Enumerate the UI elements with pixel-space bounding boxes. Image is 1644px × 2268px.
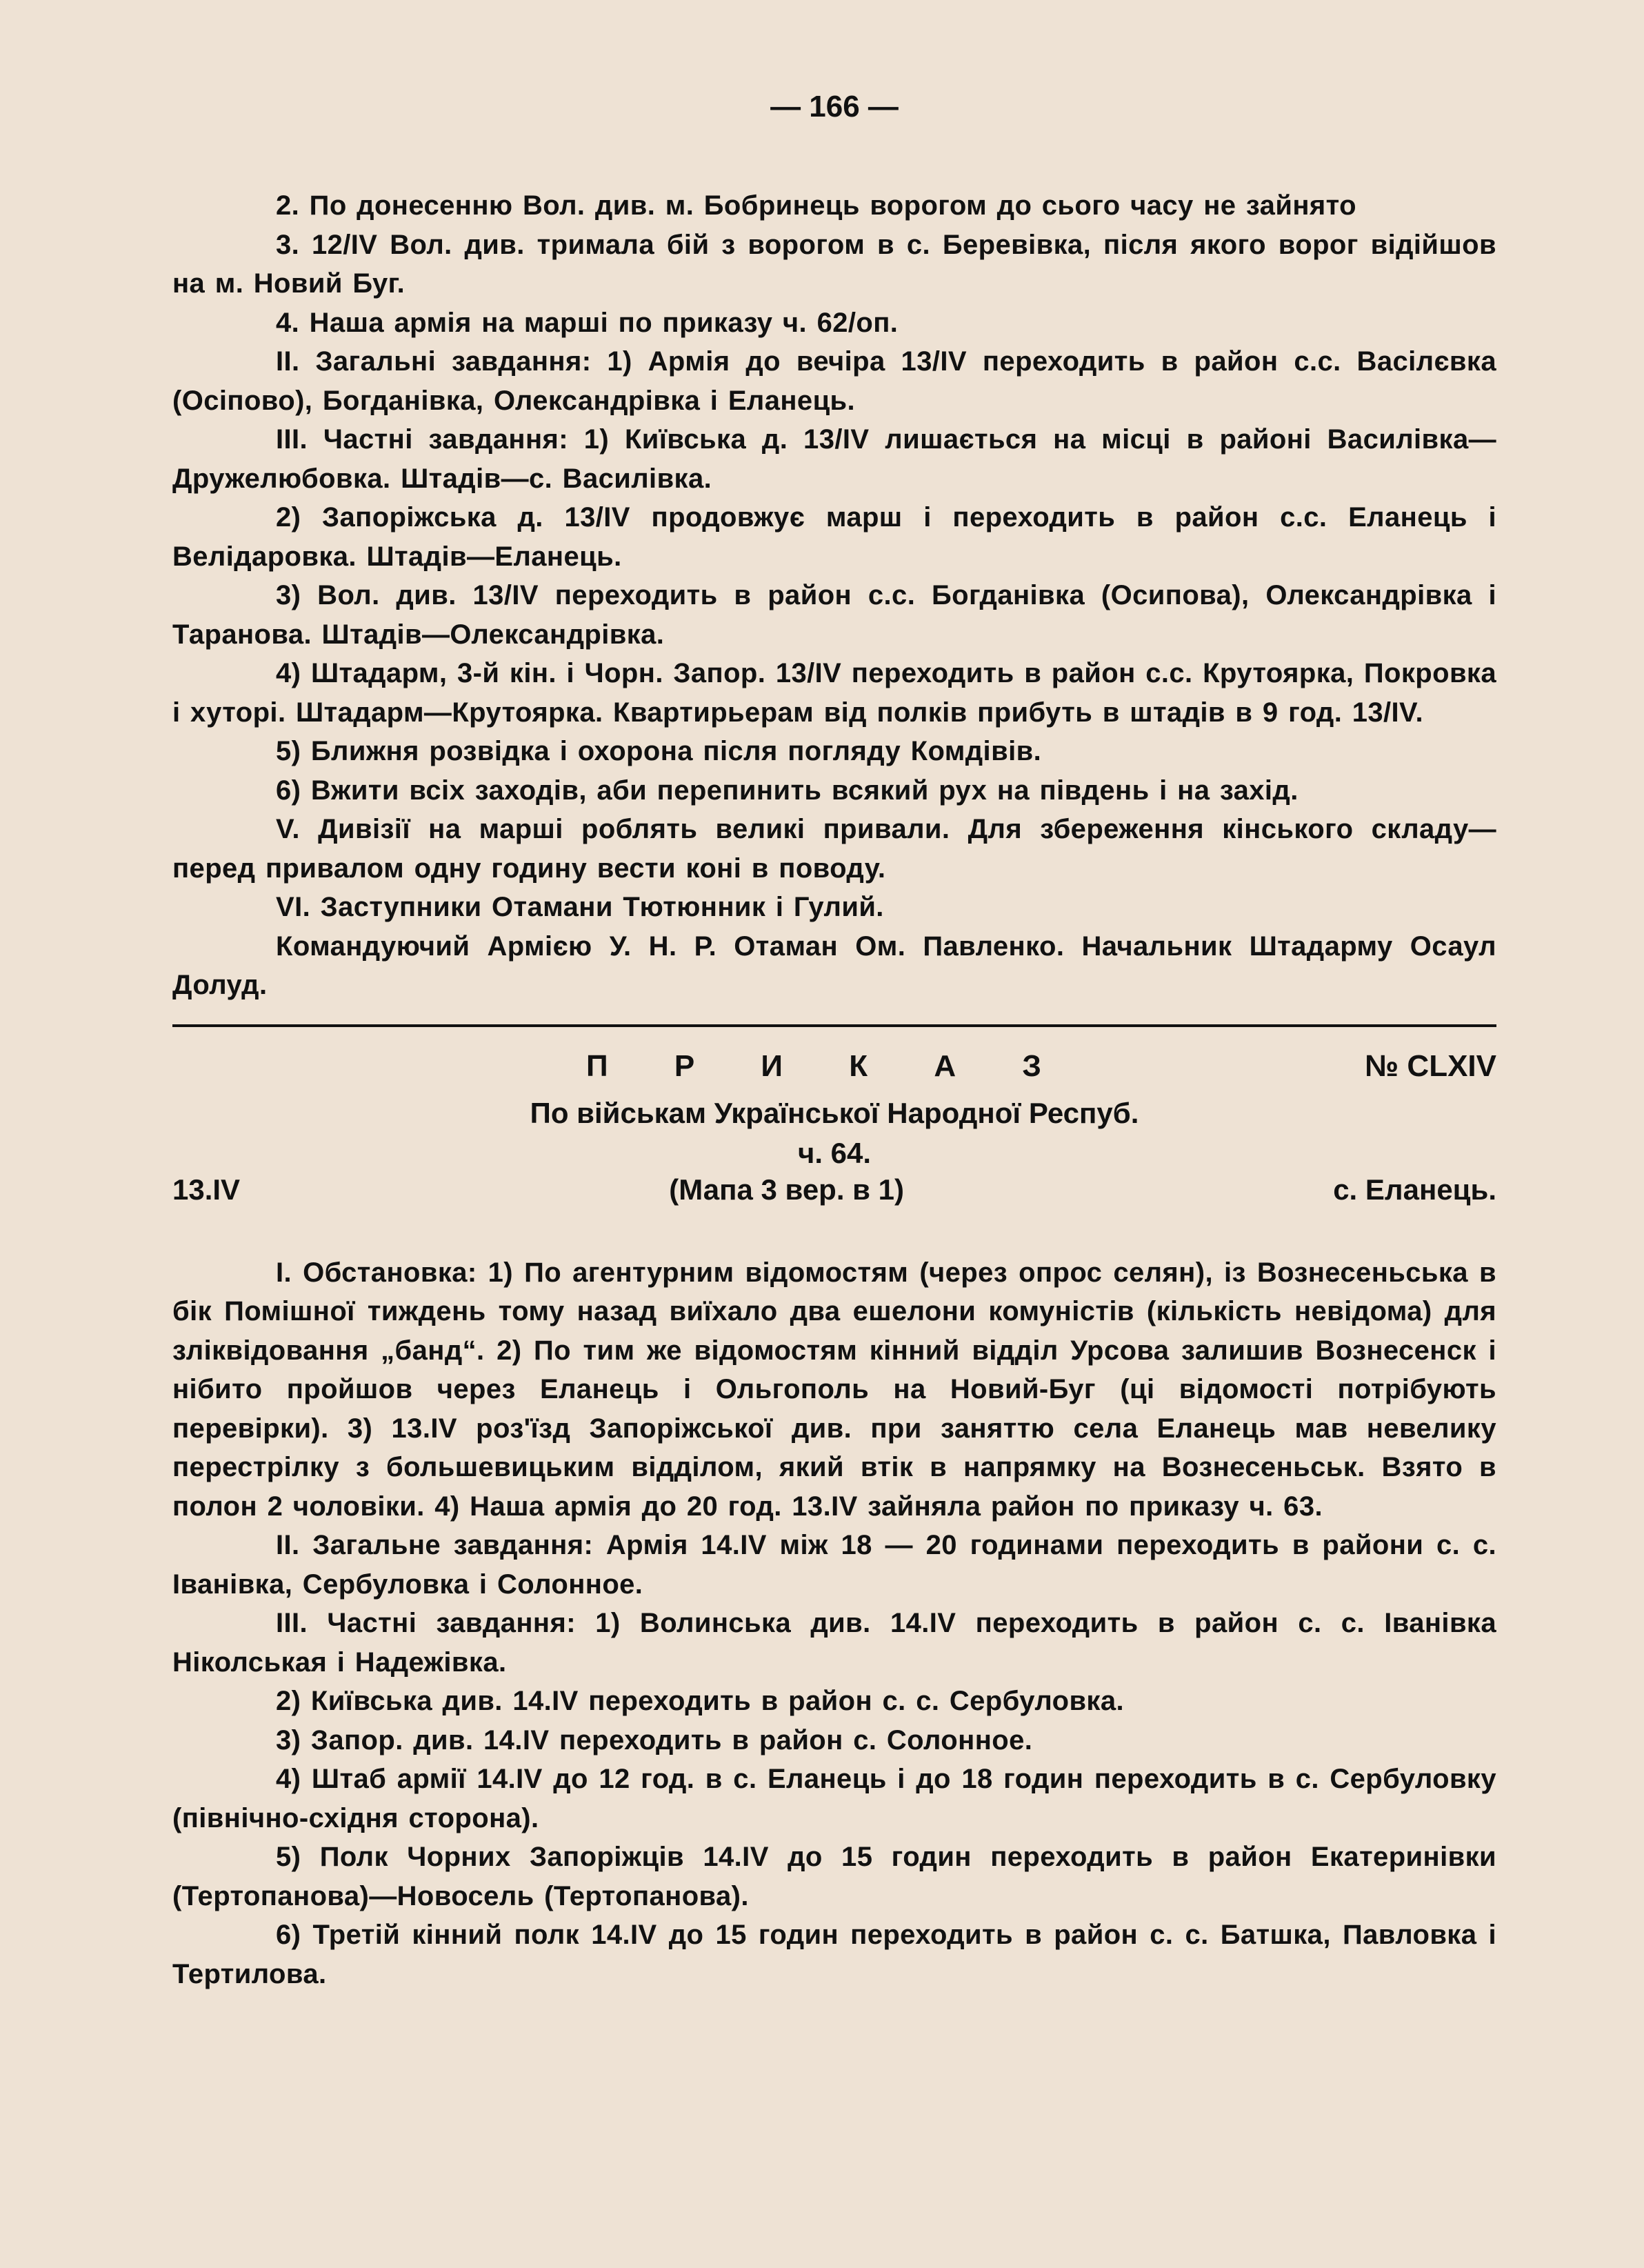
paragraph: 5) Ближня розвідка і охорона після погляду Комдівів.	[276, 736, 1042, 766]
paragraph: 2) Київська див. 14.IV переходить в район с. с. Сербуловка.	[276, 1686, 1125, 1716]
order-place: с. Еланець.	[1333, 1173, 1496, 1206]
paragraph: III. Частні завдання: 1) Волинська див. 14.IV переходить в район с. с. Іванівка Ніколськая і Надежівка.	[172, 1608, 1496, 1678]
paragraph: VI. Заступники Отамани Тютюнник і Гулий.	[276, 892, 884, 922]
paragraph: 2) Запоріжська д. 13/IV продовжує марш і переходить в район с.с. Еланець і Велідаровка. Штадів—Еланець.	[172, 502, 1496, 572]
paragraph: 4) Штаб армії 14.IV до 12 год. в с. Еланець і до 18 годин переходить в с. Сербуловку (північно-східня сторона).	[172, 1764, 1496, 1833]
paragraph: 5) Полк Чорних Запоріжців 14.IV до 15 годин переходить в район Екатеринівки (Тертопанова)—Новосель (Тертопанова).	[172, 1842, 1496, 1911]
section-current-order	[172, 1253, 1496, 1994]
paragraph: 6) Вжити всіх заходів, аби перепинить всякий рух на південь і на захід.	[276, 775, 1299, 806]
paragraph: II. Загальні завдання: 1) Армія до вечіра 13/IV переходить в район с.с. Васілєвка (Осіпово), Богданівка, Олександрівка і Еланець.	[172, 346, 1496, 416]
order-part: ч. 64.	[797, 1136, 872, 1169]
paragraph: 3) Запор. див. 14.IV переходить в район с. Солонное.	[276, 1724, 1033, 1755]
signature-paragraph: Командуючий Армією У. Н. Р. Отаман Ом. Павленко. Начальник Штадарму Осаул Долуд.	[172, 931, 1496, 1000]
paragraph: II. Загальне завдання: Армія 14.IV між 18 — 20 годинами переходить в райони с. с. Іванівка, Сербуловка і Солонное.	[172, 1530, 1496, 1600]
paragraph: 3) Вол. див. 13/IV переходить в район с.с. Богданівка (Осипова), Олександрівка і Таранова. Штадів—Олександрівка.	[172, 580, 1496, 650]
paragraph: III. Частні завдання: 1) Київська д. 13/IV лишається на місці в районі Василівка—Дружелюбовка. Штадів—с. Василівка.	[172, 424, 1496, 494]
section-divider	[172, 1024, 1496, 1027]
section-previous-order	[172, 186, 1496, 1005]
order-header	[172, 1049, 1496, 1217]
order-title: П Р И К А З	[586, 1048, 1070, 1083]
document-page	[172, 90, 1496, 1993]
paragraph: V. Дивізії на марші роблять великі привали. Для збереження кінського складу—перед привалом одну годину вести коні в поводу.	[172, 814, 1496, 884]
paragraph: 3. 12/IV Вол. див. тримала бій з ворогом в с. Берeвівка, після якого ворог відійшов на м. Новий Буг.	[172, 229, 1496, 299]
page-number: — 166 —	[770, 90, 899, 123]
order-title-row	[172, 1049, 1496, 1093]
order-date: 13.IV	[172, 1173, 241, 1206]
order-meta-row	[172, 1173, 1496, 1217]
order-number: № CLXIV	[1365, 1048, 1496, 1083]
order-subtitle: По військам Української Народної Респуб.	[530, 1096, 1139, 1129]
paragraph: 4) Штадарм, 3-й кін. і Чорн. Запор. 13/IV переходить в район с.с. Крутоярка, Покровка і хуторі. Штадарм—Крутоярка. Квартирьерам від полків прибуть в штадів в 9 год. 13/IV.	[172, 658, 1496, 728]
paragraph: I. Обстановка: 1) По агентурним відомостям (через опрос селян), із Вознесеньська в бік Помішної тиждень тому назад виїхало два ешелони комуністів (кількість невідома) для зліквідовання „банд“. 2) По тим же відомостям кінний відділ Урсова залишив Вознесенск і нібито пройшов через Еланець і Ольгополь на Новий-Буг (ці відомості потрібують перевірки). 3) 13.IV роз'їзд Запоріжської див. при заняттю села Еланець мав невелику перестрілку з большевицьким відділом, який втік в напрямку на Вознесеньськ. Взято в полон 2 чоловіки. 4) Наша армія до 20 год. 13.IV зайняла район по приказу ч. 63.	[172, 1257, 1496, 1522]
paragraph: 4. Наша армія на марші по приказу ч. 62/оп.	[276, 307, 899, 338]
paragraph: 2. По донесенню Вол. див. м. Бобринець ворогом до сього часу не зайнято	[276, 190, 1356, 221]
order-map: (Мапа 3 вер. в 1)	[669, 1173, 904, 1206]
paragraph: 6) Третій кінний полк 14.IV до 15 годин переходить в район с. с. Батшка, Павловка і Тертилова.	[172, 1920, 1496, 1989]
